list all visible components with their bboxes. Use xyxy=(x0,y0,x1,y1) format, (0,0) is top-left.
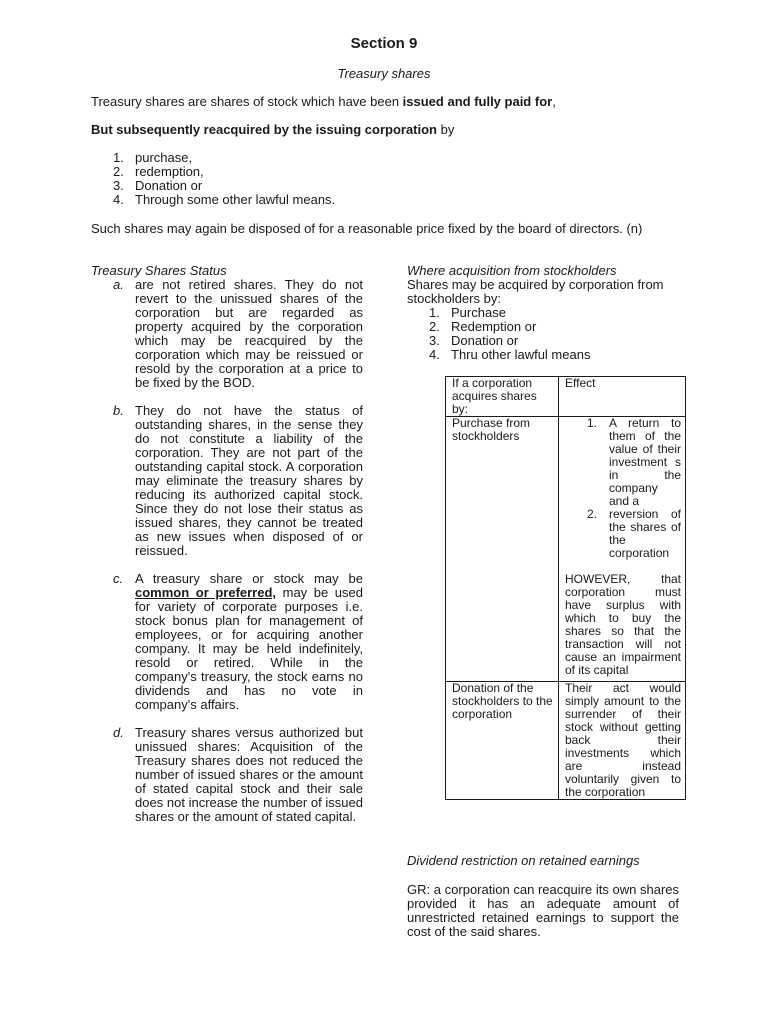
table-cell: Donation of the stockholders to the corporation xyxy=(446,682,559,800)
list-item: 1. purchase, xyxy=(113,150,193,165)
methods-list xyxy=(113,151,613,207)
status-column xyxy=(91,264,363,824)
disposal-paragraph: Such shares may again be disposed of for a reasonable price fixed by the board of directors. (n) xyxy=(91,221,643,236)
definition-suffix: , xyxy=(552,94,556,109)
table-cell xyxy=(559,417,686,682)
acquisition-intro: Shares may be acquired by corporation from stockholders by: xyxy=(407,277,664,306)
definition-paragraph xyxy=(91,95,681,109)
table-cell: Purchase from stockholders xyxy=(446,417,559,682)
section-subtitle: Treasury shares xyxy=(337,66,431,81)
definition-text: Treasury shares are shares of stock which have been xyxy=(91,94,403,109)
status-heading: Treasury Shares Status xyxy=(91,263,227,278)
acquisition-heading: Where acquisition from stockholders xyxy=(407,263,617,278)
definition-bold: issued and fully paid for xyxy=(402,94,553,109)
list-item: 2. Redemption or xyxy=(429,319,537,334)
status-item-a: a. are not retired shares. They do not revert to the unissued shares of the corporation but are regarded as property acquired by the corporation which may be reacquired by the corporation which may be reissued or resold by the corporation at a price to be fixed by the BOD. xyxy=(113,277,363,390)
reacquired-suffix: by xyxy=(437,122,455,137)
however-note: HOWEVER, that corporation must have surplus with which to buy the shares so that the transaction will not cause an impairment of its capital xyxy=(565,572,681,677)
table-cell: Their act would simply amount to the surrender of their stock without getting back their investments which are instead voluntarily given to the corporation xyxy=(559,682,686,800)
table-row xyxy=(446,682,686,800)
dividend-heading: Dividend restriction on retained earnings xyxy=(407,853,640,868)
list-item: 4. Through some other lawful means. xyxy=(113,192,336,207)
table-row xyxy=(446,377,686,417)
dividend-text: GR: a corporation can reacquire its own shares provided it has an adequate amount of unrestricted retained earnings to support the cost of the said shares. xyxy=(407,882,679,939)
table-header-cell: Effect xyxy=(559,377,686,417)
list-item: 1. Purchase xyxy=(429,305,506,320)
acquisition-methods-list xyxy=(429,306,679,362)
reacquired-paragraph xyxy=(91,123,681,137)
status-item-d: d. Treasury shares versus authorized but unissued shares: Acquisition of the Treasury shares does not reduced the number of issued shares or the amount of stated capital stock and their sale does not increase the number of issued shares or the amount of stated capital. xyxy=(113,725,363,824)
table-row xyxy=(446,417,686,682)
list-item: 1. A return to them of the value of their investment s in the company and a xyxy=(587,416,681,508)
table-header-cell: If a corporation acquires shares by: xyxy=(446,377,559,417)
list-item: 2. reversion of the shares of the corporation xyxy=(587,507,681,560)
list-item: 3. Donation or xyxy=(113,178,203,193)
section-title: Section 9 xyxy=(350,35,418,52)
status-item-b: b. They do not have the status of outstanding shares, in the sense they do not constitute a liability of the corporation. They are not part of the outstanding capital stock. A corporation may eliminate the treasury shares by reducing its authorized capital stock. Since they do not lose their status as issued shares, they cannot be treated as new issues when disposed of or reissued. xyxy=(113,403,363,558)
acquisition-column xyxy=(407,264,679,362)
reacquired-bold: But subsequently reacquired by the issuing corporation xyxy=(91,122,437,137)
list-item: 2. redemption, xyxy=(113,164,204,179)
list-item: 4. Thru other lawful means xyxy=(429,347,591,362)
list-item: 3. Donation or xyxy=(429,333,519,348)
status-item-c: c. A treasury share or stock may be common or preferred, may be used for variety of corporate purposes i.e. stock bonus plan for management of employees, or for acquiring another company. It may be held indefinitely, resold or retired. While in the company's treasury, the stock earns no dividends and has no vote in company's affairs. xyxy=(113,571,363,712)
purchase-effects-list xyxy=(565,417,681,560)
common-or-preferred: common or preferred, xyxy=(135,585,277,600)
effects-table xyxy=(445,376,686,800)
